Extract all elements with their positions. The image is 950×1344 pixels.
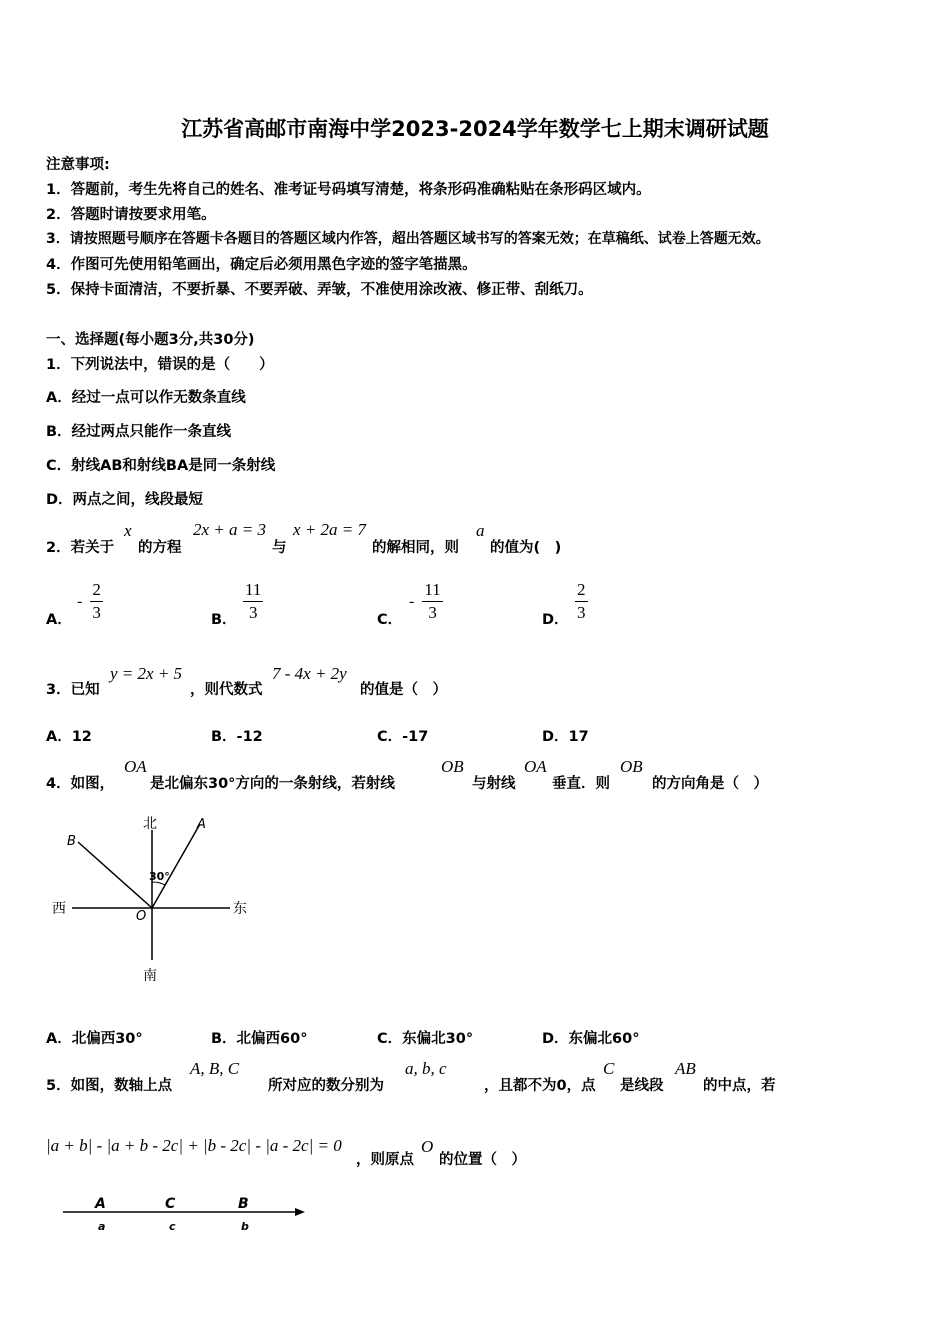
q3-option-d: D．17 — [542, 729, 589, 745]
q2-option-a-fraction: $\frac{2}{3}$ — [92, 580, 101, 622]
notice-item: 5．保持卡面清洁，不要折暴、不要弄破、弄皱，不准使用涂改液、修正带、刮纸刀。 — [46, 282, 593, 298]
q2-stem-part: 的值为( ) — [490, 540, 562, 556]
label-o: O — [136, 909, 147, 924]
q2-option-c-sign: - — [409, 593, 415, 610]
q3-stem-part: ，则代数式 — [190, 682, 263, 698]
q4-ray-oa: OA — [124, 757, 147, 776]
q5-values: a, b, c — [405, 1059, 447, 1078]
q5-stem-part: 的中点，若 — [703, 1078, 776, 1094]
label-b: B — [67, 834, 76, 849]
q2-equation-2: x + 2a = 7 — [293, 520, 366, 539]
q5-segment-ab: AB — [675, 1059, 696, 1078]
label-value-c: c — [169, 1220, 176, 1233]
q2-option-a-label: A． — [46, 612, 72, 628]
q2-option-d-label: D． — [542, 612, 569, 628]
label-point-b: B — [238, 1196, 249, 1212]
notice-item: 1．答题前，考生先将自己的姓名、准考证号码填写清楚，将条形码准确粘贴在条形码区域内。 — [46, 182, 651, 198]
q5-stem-part: ，且都不为0，点 — [484, 1078, 596, 1094]
section-heading: 一、选择题(每小题3分,共30分) — [46, 332, 255, 348]
q4-ray-ob-2: OB — [620, 757, 643, 776]
q2-stem-part: 与 — [272, 540, 287, 556]
q5-equation: |a + b| - |a + b - 2c| + |b - 2c| - |a - 2c| = 0 — [46, 1136, 342, 1155]
q3-option-a: A．12 — [46, 729, 92, 745]
question-1-stem: 1．下列说法中，错误的是（ ） — [46, 357, 274, 373]
notice-item: 3．请按照题号顺序在答题卡各题目的答题区域内作答，超出答题区域书写的答案无效；在草稿纸、试卷上答题无效。 — [46, 231, 770, 247]
q4-option-a: A．北偏西30° — [46, 1031, 143, 1047]
q2-option-c-fraction: $\frac{11}{3}$ — [424, 580, 441, 622]
q2-option-b-label: B． — [211, 612, 237, 628]
q2-var-a: a — [476, 521, 485, 540]
q4-option-b: B．北偏西60° — [211, 1031, 308, 1047]
q5-origin-o: O — [421, 1137, 434, 1156]
q2-equation-1: 2x + a = 3 — [193, 520, 266, 539]
q2-option-a-sign: - — [77, 593, 83, 610]
q5-points: A, B, C — [190, 1059, 240, 1078]
q4-stem-part: 的方向角是（ ） — [652, 776, 768, 792]
q1-option-d: D．两点之间，线段最短 — [46, 492, 204, 508]
notice-item: 2．答题时请按要求用笔。 — [46, 207, 216, 223]
q4-compass-figure — [40, 810, 270, 990]
q2-stem-part: 的方程 — [138, 540, 182, 556]
q4-ray-ob: OB — [441, 757, 464, 776]
q5-stem-part: 5．如图，数轴上点 — [46, 1078, 173, 1094]
q3-option-b: B．-12 — [211, 729, 263, 745]
q4-ray-oa-2: OA — [524, 757, 547, 776]
q1-option-b: B．经过两点只能作一条直线 — [46, 424, 232, 440]
q4-stem-part: 4．如图， — [46, 776, 115, 792]
label-point-c: C — [165, 1196, 176, 1212]
label-south: 南 — [143, 968, 157, 984]
number-line-arrow-icon — [295, 1208, 305, 1216]
q3-stem-part: 的值是（ ） — [360, 682, 447, 698]
q2-option-c-label: C． — [377, 612, 403, 628]
q3-equation: y = 2x + 5 — [110, 664, 183, 683]
q1-option-c: C．射线AB和射线BA是同一条射线 — [46, 458, 276, 474]
q4-stem-part: 垂直．则 — [552, 776, 610, 792]
label-value-a: a — [98, 1220, 106, 1233]
label-north: 北 — [143, 816, 157, 832]
q5-point-c: C — [603, 1059, 615, 1078]
q1-option-a: A．经过一点可以作无数条直线 — [46, 390, 246, 406]
q2-option-d-fraction: $\frac{2}{3}$ — [577, 580, 586, 622]
q2-option-b-fraction: $\frac{11}{3}$ — [245, 580, 262, 622]
q5-stem-part: 是线段 — [620, 1078, 664, 1094]
q3-expression: 7 - 4x + 2y — [272, 664, 347, 683]
label-point-a: A — [95, 1196, 106, 1212]
q5-stem-part: 所对应的数分别为 — [268, 1078, 384, 1094]
notice-heading: 注意事项: — [46, 157, 110, 173]
q3-stem-part: 3．已知 — [46, 682, 100, 698]
q4-option-d: D．东偏北60° — [542, 1031, 640, 1047]
q5-stem-part: 的位置（ ） — [439, 1152, 526, 1168]
label-a: A — [197, 817, 206, 832]
q4-option-c: C．东偏北30° — [377, 1031, 474, 1047]
notice-item: 4．作图可先使用铅笔画出，确定后必须用黑色字迹的签字笔描黑。 — [46, 257, 477, 273]
q2-stem-part: 的解相同，则 — [372, 540, 459, 556]
label-west: 西 — [52, 901, 66, 917]
label-east: 东 — [233, 901, 247, 917]
q5-stem-part: ，则原点 — [356, 1152, 414, 1168]
q5-number-line-figure — [55, 1190, 315, 1240]
ray-ob — [78, 842, 152, 908]
label-value-b: b — [241, 1220, 249, 1233]
page-title: 江苏省高邮市南海中学2023-2024学年数学七上期末调研试题 — [181, 117, 769, 141]
q2-var-x: x — [124, 521, 132, 540]
q3-option-c: C．-17 — [377, 729, 429, 745]
q4-stem-part: 是北偏东30°方向的一条射线，若射线 — [150, 776, 395, 792]
q2-stem-part: 2．若关于 — [46, 540, 115, 556]
label-angle: 30° — [149, 870, 170, 883]
ray-oa — [152, 824, 200, 908]
q4-stem-part: 与射线 — [472, 776, 516, 792]
